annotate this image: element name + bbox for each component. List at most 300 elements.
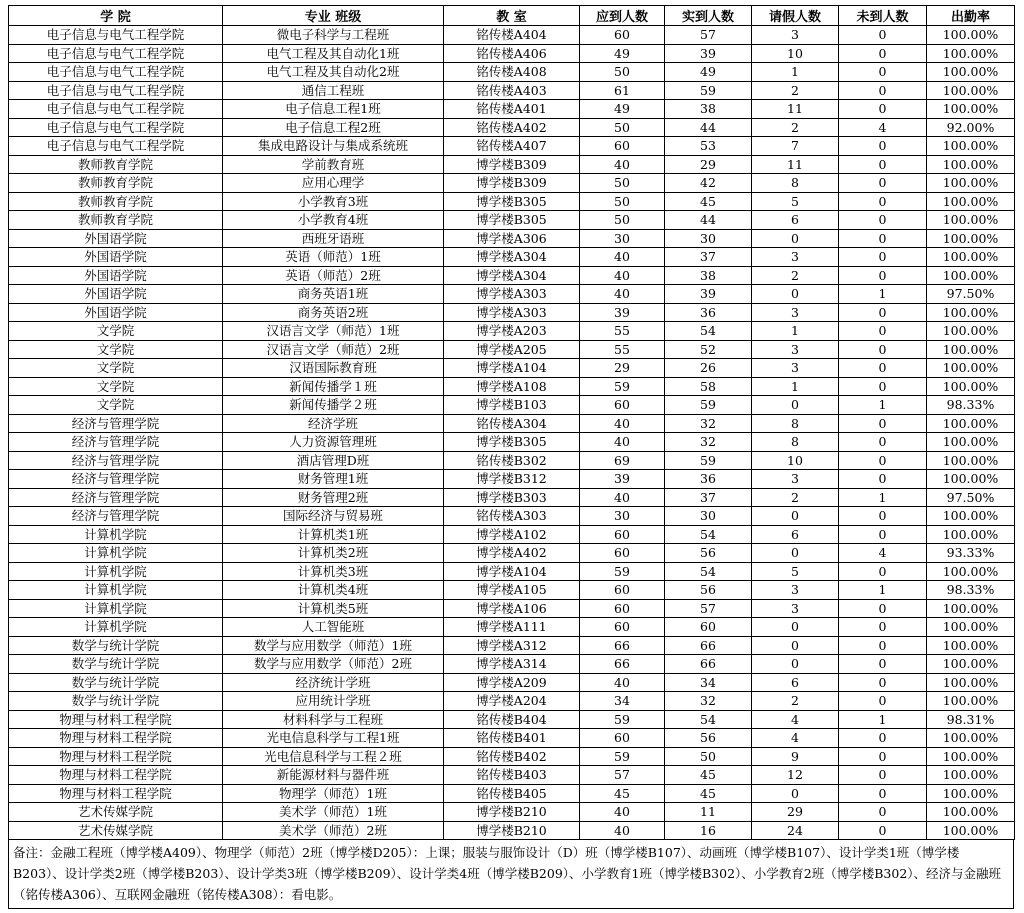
present-cell: 38 (665, 100, 752, 119)
rate-cell: 100.00% (927, 248, 1015, 267)
absent-cell: 0 (839, 414, 927, 433)
college-cell: 电子信息与电气工程学院 (9, 81, 223, 100)
expected-cell: 60 (580, 581, 665, 600)
header-leave: 请假人数 (752, 6, 839, 26)
class-cell: 计算机类1班 (223, 525, 444, 544)
college-cell: 计算机学院 (9, 599, 223, 618)
class-cell: 商务英语2班 (223, 303, 444, 322)
present-cell: 30 (665, 507, 752, 526)
present-cell: 16 (665, 821, 752, 840)
college-cell: 外国语学院 (9, 303, 223, 322)
classroom-cell: 博学楼A303 (444, 303, 580, 322)
expected-cell: 39 (580, 470, 665, 489)
present-cell: 57 (665, 26, 752, 45)
present-cell: 34 (665, 673, 752, 692)
rate-cell: 100.00% (927, 359, 1015, 378)
table-row (9, 63, 1015, 82)
leave-cell: 0 (752, 229, 839, 248)
rate-cell: 100.00% (927, 562, 1015, 581)
table-row (9, 599, 1015, 618)
classroom-cell: 博学楼A304 (444, 266, 580, 285)
classroom-cell: 铭传楼A407 (444, 137, 580, 156)
leave-cell: 29 (752, 803, 839, 822)
classroom-cell: 博学楼B305 (444, 192, 580, 211)
class-cell: 计算机类4班 (223, 581, 444, 600)
present-cell: 59 (665, 396, 752, 415)
class-cell: 材料科学与工程班 (223, 710, 444, 729)
rate-cell: 92.00% (927, 118, 1015, 137)
rate-cell: 100.00% (927, 618, 1015, 637)
rate-cell: 100.00% (927, 137, 1015, 156)
class-cell: 美术学（师范）1班 (223, 803, 444, 822)
table-row (9, 488, 1015, 507)
table-row (9, 340, 1015, 359)
rate-cell: 100.00% (927, 44, 1015, 63)
absent-cell: 1 (839, 396, 927, 415)
leave-cell: 10 (752, 44, 839, 63)
table-row (9, 118, 1015, 137)
classroom-cell: 博学楼A104 (444, 562, 580, 581)
expected-cell: 40 (580, 414, 665, 433)
attendance-sheet (8, 5, 1014, 909)
table-row (9, 414, 1015, 433)
college-cell: 经济与管理学院 (9, 488, 223, 507)
header-classroom: 教 室 (444, 6, 580, 26)
expected-cell: 60 (580, 525, 665, 544)
rate-cell: 100.00% (927, 26, 1015, 45)
present-cell: 45 (665, 766, 752, 785)
table-row (9, 618, 1015, 637)
table-body (9, 26, 1015, 840)
class-cell: 新闻传播学１班 (223, 377, 444, 396)
table-row (9, 451, 1015, 470)
classroom-cell: 铭传楼A303 (444, 507, 580, 526)
rate-cell: 100.00% (927, 266, 1015, 285)
rate-cell: 100.00% (927, 747, 1015, 766)
college-cell: 经济与管理学院 (9, 507, 223, 526)
present-cell: 39 (665, 285, 752, 304)
present-cell: 11 (665, 803, 752, 822)
header-row (9, 6, 1015, 26)
college-cell: 教师教育学院 (9, 211, 223, 230)
present-cell: 54 (665, 710, 752, 729)
present-cell: 45 (665, 784, 752, 803)
leave-cell: 0 (752, 784, 839, 803)
rate-cell: 100.00% (927, 803, 1015, 822)
college-cell: 计算机学院 (9, 581, 223, 600)
classroom-cell: 博学楼B305 (444, 433, 580, 452)
expected-cell: 40 (580, 488, 665, 507)
expected-cell: 55 (580, 322, 665, 341)
class-cell: 计算机类3班 (223, 562, 444, 581)
expected-cell: 50 (580, 174, 665, 193)
expected-cell: 40 (580, 285, 665, 304)
expected-cell: 66 (580, 655, 665, 674)
leave-cell: 2 (752, 692, 839, 711)
leave-cell: 8 (752, 414, 839, 433)
present-cell: 38 (665, 266, 752, 285)
present-cell: 56 (665, 544, 752, 563)
rate-cell: 100.00% (927, 673, 1015, 692)
class-cell: 计算机类5班 (223, 599, 444, 618)
rate-cell: 100.00% (927, 155, 1015, 174)
class-cell: 电气工程及其自动化2班 (223, 63, 444, 82)
table-row (9, 470, 1015, 489)
absent-cell: 0 (839, 673, 927, 692)
leave-cell: 6 (752, 525, 839, 544)
present-cell: 60 (665, 618, 752, 637)
present-cell: 54 (665, 562, 752, 581)
absent-cell: 0 (839, 636, 927, 655)
header-absent: 未到人数 (839, 6, 927, 26)
leave-cell: 0 (752, 396, 839, 415)
class-cell: 光电信息科学与工程２班 (223, 747, 444, 766)
class-cell: 财务管理1班 (223, 470, 444, 489)
leave-cell: 4 (752, 710, 839, 729)
expected-cell: 50 (580, 211, 665, 230)
class-cell: 人力资源管理班 (223, 433, 444, 452)
leave-cell: 5 (752, 562, 839, 581)
rate-cell: 100.00% (927, 470, 1015, 489)
classroom-cell: 博学楼A402 (444, 544, 580, 563)
class-cell: 美术学（师范）2班 (223, 821, 444, 840)
rate-cell: 100.00% (927, 322, 1015, 341)
class-cell: 汉语言文学（师范）2班 (223, 340, 444, 359)
present-cell: 32 (665, 433, 752, 452)
present-cell: 45 (665, 192, 752, 211)
table-row (9, 655, 1015, 674)
header-attendance-rate: 出勤率 (927, 6, 1015, 26)
absent-cell: 0 (839, 618, 927, 637)
college-cell: 物理与材料工程学院 (9, 729, 223, 748)
college-cell: 外国语学院 (9, 248, 223, 267)
table-row (9, 673, 1015, 692)
present-cell: 37 (665, 488, 752, 507)
class-cell: 集成电路设计与集成系统班 (223, 137, 444, 156)
classroom-cell: 博学楼A304 (444, 248, 580, 267)
leave-cell: 24 (752, 821, 839, 840)
present-cell: 56 (665, 581, 752, 600)
expected-cell: 69 (580, 451, 665, 470)
college-cell: 电子信息与电气工程学院 (9, 26, 223, 45)
leave-cell: 12 (752, 766, 839, 785)
expected-cell: 60 (580, 137, 665, 156)
classroom-cell: 博学楼B210 (444, 803, 580, 822)
present-cell: 56 (665, 729, 752, 748)
leave-cell: 1 (752, 377, 839, 396)
absent-cell: 0 (839, 599, 927, 618)
table-row (9, 581, 1015, 600)
class-cell: 学前教育班 (223, 155, 444, 174)
rate-cell: 100.00% (927, 784, 1015, 803)
classroom-cell: 铭传楼A406 (444, 44, 580, 63)
absent-cell: 0 (839, 211, 927, 230)
college-cell: 外国语学院 (9, 229, 223, 248)
classroom-cell: 铭传楼B402 (444, 747, 580, 766)
class-cell: 电气工程及其自动化1班 (223, 44, 444, 63)
expected-cell: 30 (580, 507, 665, 526)
expected-cell: 30 (580, 229, 665, 248)
absent-cell: 0 (839, 174, 927, 193)
leave-cell: 3 (752, 303, 839, 322)
table-row (9, 784, 1015, 803)
class-cell: 汉语国际教育班 (223, 359, 444, 378)
absent-cell: 0 (839, 470, 927, 489)
present-cell: 44 (665, 118, 752, 137)
expected-cell: 40 (580, 673, 665, 692)
leave-cell: 7 (752, 137, 839, 156)
college-cell: 经济与管理学院 (9, 433, 223, 452)
rate-cell: 100.00% (927, 340, 1015, 359)
absent-cell: 0 (839, 692, 927, 711)
absent-cell: 0 (839, 525, 927, 544)
absent-cell: 0 (839, 433, 927, 452)
present-cell: 36 (665, 303, 752, 322)
rate-cell: 98.33% (927, 396, 1015, 415)
absent-cell: 0 (839, 729, 927, 748)
present-cell: 50 (665, 747, 752, 766)
class-cell: 经济学班 (223, 414, 444, 433)
class-cell: 英语（师范）2班 (223, 266, 444, 285)
table-row (9, 248, 1015, 267)
absent-cell: 0 (839, 100, 927, 119)
classroom-cell: 博学楼A104 (444, 359, 580, 378)
classroom-cell: 博学楼A205 (444, 340, 580, 359)
rate-cell: 100.00% (927, 821, 1015, 840)
college-cell: 电子信息与电气工程学院 (9, 118, 223, 137)
absent-cell: 0 (839, 44, 927, 63)
present-cell: 53 (665, 137, 752, 156)
class-cell: 经济统计学班 (223, 673, 444, 692)
absent-cell: 0 (839, 507, 927, 526)
table-row (9, 747, 1015, 766)
table-row (9, 729, 1015, 748)
leave-cell: 0 (752, 285, 839, 304)
class-cell: 电子信息工程1班 (223, 100, 444, 119)
classroom-cell: 博学楼A111 (444, 618, 580, 637)
present-cell: 58 (665, 377, 752, 396)
absent-cell: 0 (839, 747, 927, 766)
absent-cell: 1 (839, 581, 927, 600)
table-row (9, 766, 1015, 785)
college-cell: 计算机学院 (9, 562, 223, 581)
class-cell: 微电子科学与工程班 (223, 26, 444, 45)
table-row (9, 155, 1015, 174)
absent-cell: 0 (839, 322, 927, 341)
classroom-cell: 博学楼A204 (444, 692, 580, 711)
college-cell: 物理与材料工程学院 (9, 710, 223, 729)
class-cell: 物理学（师范）1班 (223, 784, 444, 803)
leave-cell: 3 (752, 26, 839, 45)
classroom-cell: 博学楼B309 (444, 155, 580, 174)
class-cell: 数学与应用数学（师范）2班 (223, 655, 444, 674)
classroom-cell: 博学楼A106 (444, 599, 580, 618)
class-cell: 西班牙语班 (223, 229, 444, 248)
absent-cell: 0 (839, 137, 927, 156)
table-row (9, 322, 1015, 341)
classroom-cell: 博学楼A303 (444, 285, 580, 304)
expected-cell: 49 (580, 100, 665, 119)
leave-cell: 4 (752, 729, 839, 748)
rate-cell: 100.00% (927, 729, 1015, 748)
absent-cell: 1 (839, 285, 927, 304)
college-cell: 艺术传媒学院 (9, 803, 223, 822)
leave-cell: 2 (752, 488, 839, 507)
rate-cell: 100.00% (927, 636, 1015, 655)
rate-cell: 98.33% (927, 581, 1015, 600)
present-cell: 59 (665, 451, 752, 470)
present-cell: 54 (665, 525, 752, 544)
classroom-cell: 博学楼B303 (444, 488, 580, 507)
classroom-cell: 博学楼B305 (444, 211, 580, 230)
expected-cell: 49 (580, 44, 665, 63)
rate-cell: 100.00% (927, 433, 1015, 452)
leave-cell: 8 (752, 433, 839, 452)
present-cell: 66 (665, 636, 752, 655)
expected-cell: 29 (580, 359, 665, 378)
present-cell: 44 (665, 211, 752, 230)
college-cell: 数学与统计学院 (9, 673, 223, 692)
absent-cell: 1 (839, 710, 927, 729)
expected-cell: 45 (580, 784, 665, 803)
leave-cell: 9 (752, 747, 839, 766)
class-cell: 新能源材料与器件班 (223, 766, 444, 785)
college-cell: 文学院 (9, 359, 223, 378)
leave-cell: 5 (752, 192, 839, 211)
rate-cell: 100.00% (927, 599, 1015, 618)
class-cell: 新闻传播学２班 (223, 396, 444, 415)
expected-cell: 60 (580, 618, 665, 637)
college-cell: 经济与管理学院 (9, 451, 223, 470)
college-cell: 外国语学院 (9, 285, 223, 304)
absent-cell: 0 (839, 248, 927, 267)
college-cell: 数学与统计学院 (9, 636, 223, 655)
college-cell: 文学院 (9, 377, 223, 396)
class-cell: 小学教育3班 (223, 192, 444, 211)
absent-cell: 0 (839, 377, 927, 396)
expected-cell: 40 (580, 821, 665, 840)
rate-cell: 100.00% (927, 525, 1015, 544)
college-cell: 教师教育学院 (9, 174, 223, 193)
classroom-cell: 博学楼B312 (444, 470, 580, 489)
college-cell: 艺术传媒学院 (9, 821, 223, 840)
college-cell: 教师教育学院 (9, 155, 223, 174)
table-row (9, 507, 1015, 526)
rate-cell: 100.00% (927, 766, 1015, 785)
college-cell: 计算机学院 (9, 544, 223, 563)
class-cell: 光电信息科学与工程1班 (223, 729, 444, 748)
college-cell: 外国语学院 (9, 266, 223, 285)
college-cell: 文学院 (9, 322, 223, 341)
classroom-cell: 铭传楼B405 (444, 784, 580, 803)
leave-cell: 3 (752, 599, 839, 618)
absent-cell: 4 (839, 544, 927, 563)
expected-cell: 61 (580, 81, 665, 100)
absent-cell: 0 (839, 303, 927, 322)
college-cell: 物理与材料工程学院 (9, 766, 223, 785)
rate-cell: 100.00% (927, 507, 1015, 526)
class-cell: 汉语言文学（师范）1班 (223, 322, 444, 341)
expected-cell: 66 (580, 636, 665, 655)
table-row (9, 266, 1015, 285)
absent-cell: 0 (839, 266, 927, 285)
expected-cell: 39 (580, 303, 665, 322)
leave-cell: 0 (752, 618, 839, 637)
leave-cell: 0 (752, 655, 839, 674)
table-row (9, 692, 1015, 711)
absent-cell: 0 (839, 192, 927, 211)
expected-cell: 59 (580, 710, 665, 729)
class-cell: 商务英语1班 (223, 285, 444, 304)
classroom-cell: 博学楼B309 (444, 174, 580, 193)
class-cell: 国际经济与贸易班 (223, 507, 444, 526)
rate-cell: 100.00% (927, 63, 1015, 82)
present-cell: 30 (665, 229, 752, 248)
classroom-cell: 铭传楼B401 (444, 729, 580, 748)
expected-cell: 60 (580, 729, 665, 748)
absent-cell: 0 (839, 81, 927, 100)
leave-cell: 1 (752, 63, 839, 82)
table-row (9, 174, 1015, 193)
absent-cell: 0 (839, 803, 927, 822)
class-cell: 财务管理2班 (223, 488, 444, 507)
table-row (9, 100, 1015, 119)
college-cell: 数学与统计学院 (9, 692, 223, 711)
leave-cell: 6 (752, 211, 839, 230)
leave-cell: 0 (752, 636, 839, 655)
rate-cell: 100.00% (927, 192, 1015, 211)
rate-cell: 93.33% (927, 544, 1015, 563)
attendance-table (8, 5, 1015, 840)
class-cell: 数学与应用数学（师范）1班 (223, 636, 444, 655)
expected-cell: 59 (580, 377, 665, 396)
remark-note: 备注：金融工程班（博学楼A409）、物理学（师范）2班（博学楼D205）：上课；服装与服饰设计（D）班（博学楼B107）、动画班（博学楼B107）、设计学类1班（博学楼B203）、设计学类2班（博学楼B203）、设计学类3班（博学楼B209）、设计学类4班（博学楼B209）、小学教育1班（博学楼B302）、小学教育2班（博学楼B302）、经济与金融班（铭传楼A306）、互联网金融班（铭传楼A308）：看电影。 (8, 840, 1014, 909)
rate-cell: 100.00% (927, 692, 1015, 711)
leave-cell: 2 (752, 266, 839, 285)
present-cell: 59 (665, 81, 752, 100)
present-cell: 29 (665, 155, 752, 174)
class-cell: 人工智能班 (223, 618, 444, 637)
expected-cell: 40 (580, 266, 665, 285)
present-cell: 26 (665, 359, 752, 378)
leave-cell: 2 (752, 81, 839, 100)
expected-cell: 60 (580, 599, 665, 618)
classroom-cell: 博学楼B210 (444, 821, 580, 840)
leave-cell: 3 (752, 581, 839, 600)
absent-cell: 0 (839, 63, 927, 82)
class-cell: 酒店管理D班 (223, 451, 444, 470)
absent-cell: 0 (839, 451, 927, 470)
table-row (9, 803, 1015, 822)
leave-cell: 0 (752, 507, 839, 526)
header-present: 实到人数 (665, 6, 752, 26)
classroom-cell: 博学楼A102 (444, 525, 580, 544)
college-cell: 文学院 (9, 396, 223, 415)
table-row (9, 821, 1015, 840)
table-row (9, 229, 1015, 248)
classroom-cell: 铭传楼A304 (444, 414, 580, 433)
rate-cell: 100.00% (927, 414, 1015, 433)
leave-cell: 10 (752, 451, 839, 470)
classroom-cell: 博学楼A209 (444, 673, 580, 692)
college-cell: 经济与管理学院 (9, 414, 223, 433)
present-cell: 52 (665, 340, 752, 359)
absent-cell: 0 (839, 766, 927, 785)
expected-cell: 40 (580, 803, 665, 822)
leave-cell: 11 (752, 100, 839, 119)
classroom-cell: 铭传楼A404 (444, 26, 580, 45)
table-row (9, 303, 1015, 322)
